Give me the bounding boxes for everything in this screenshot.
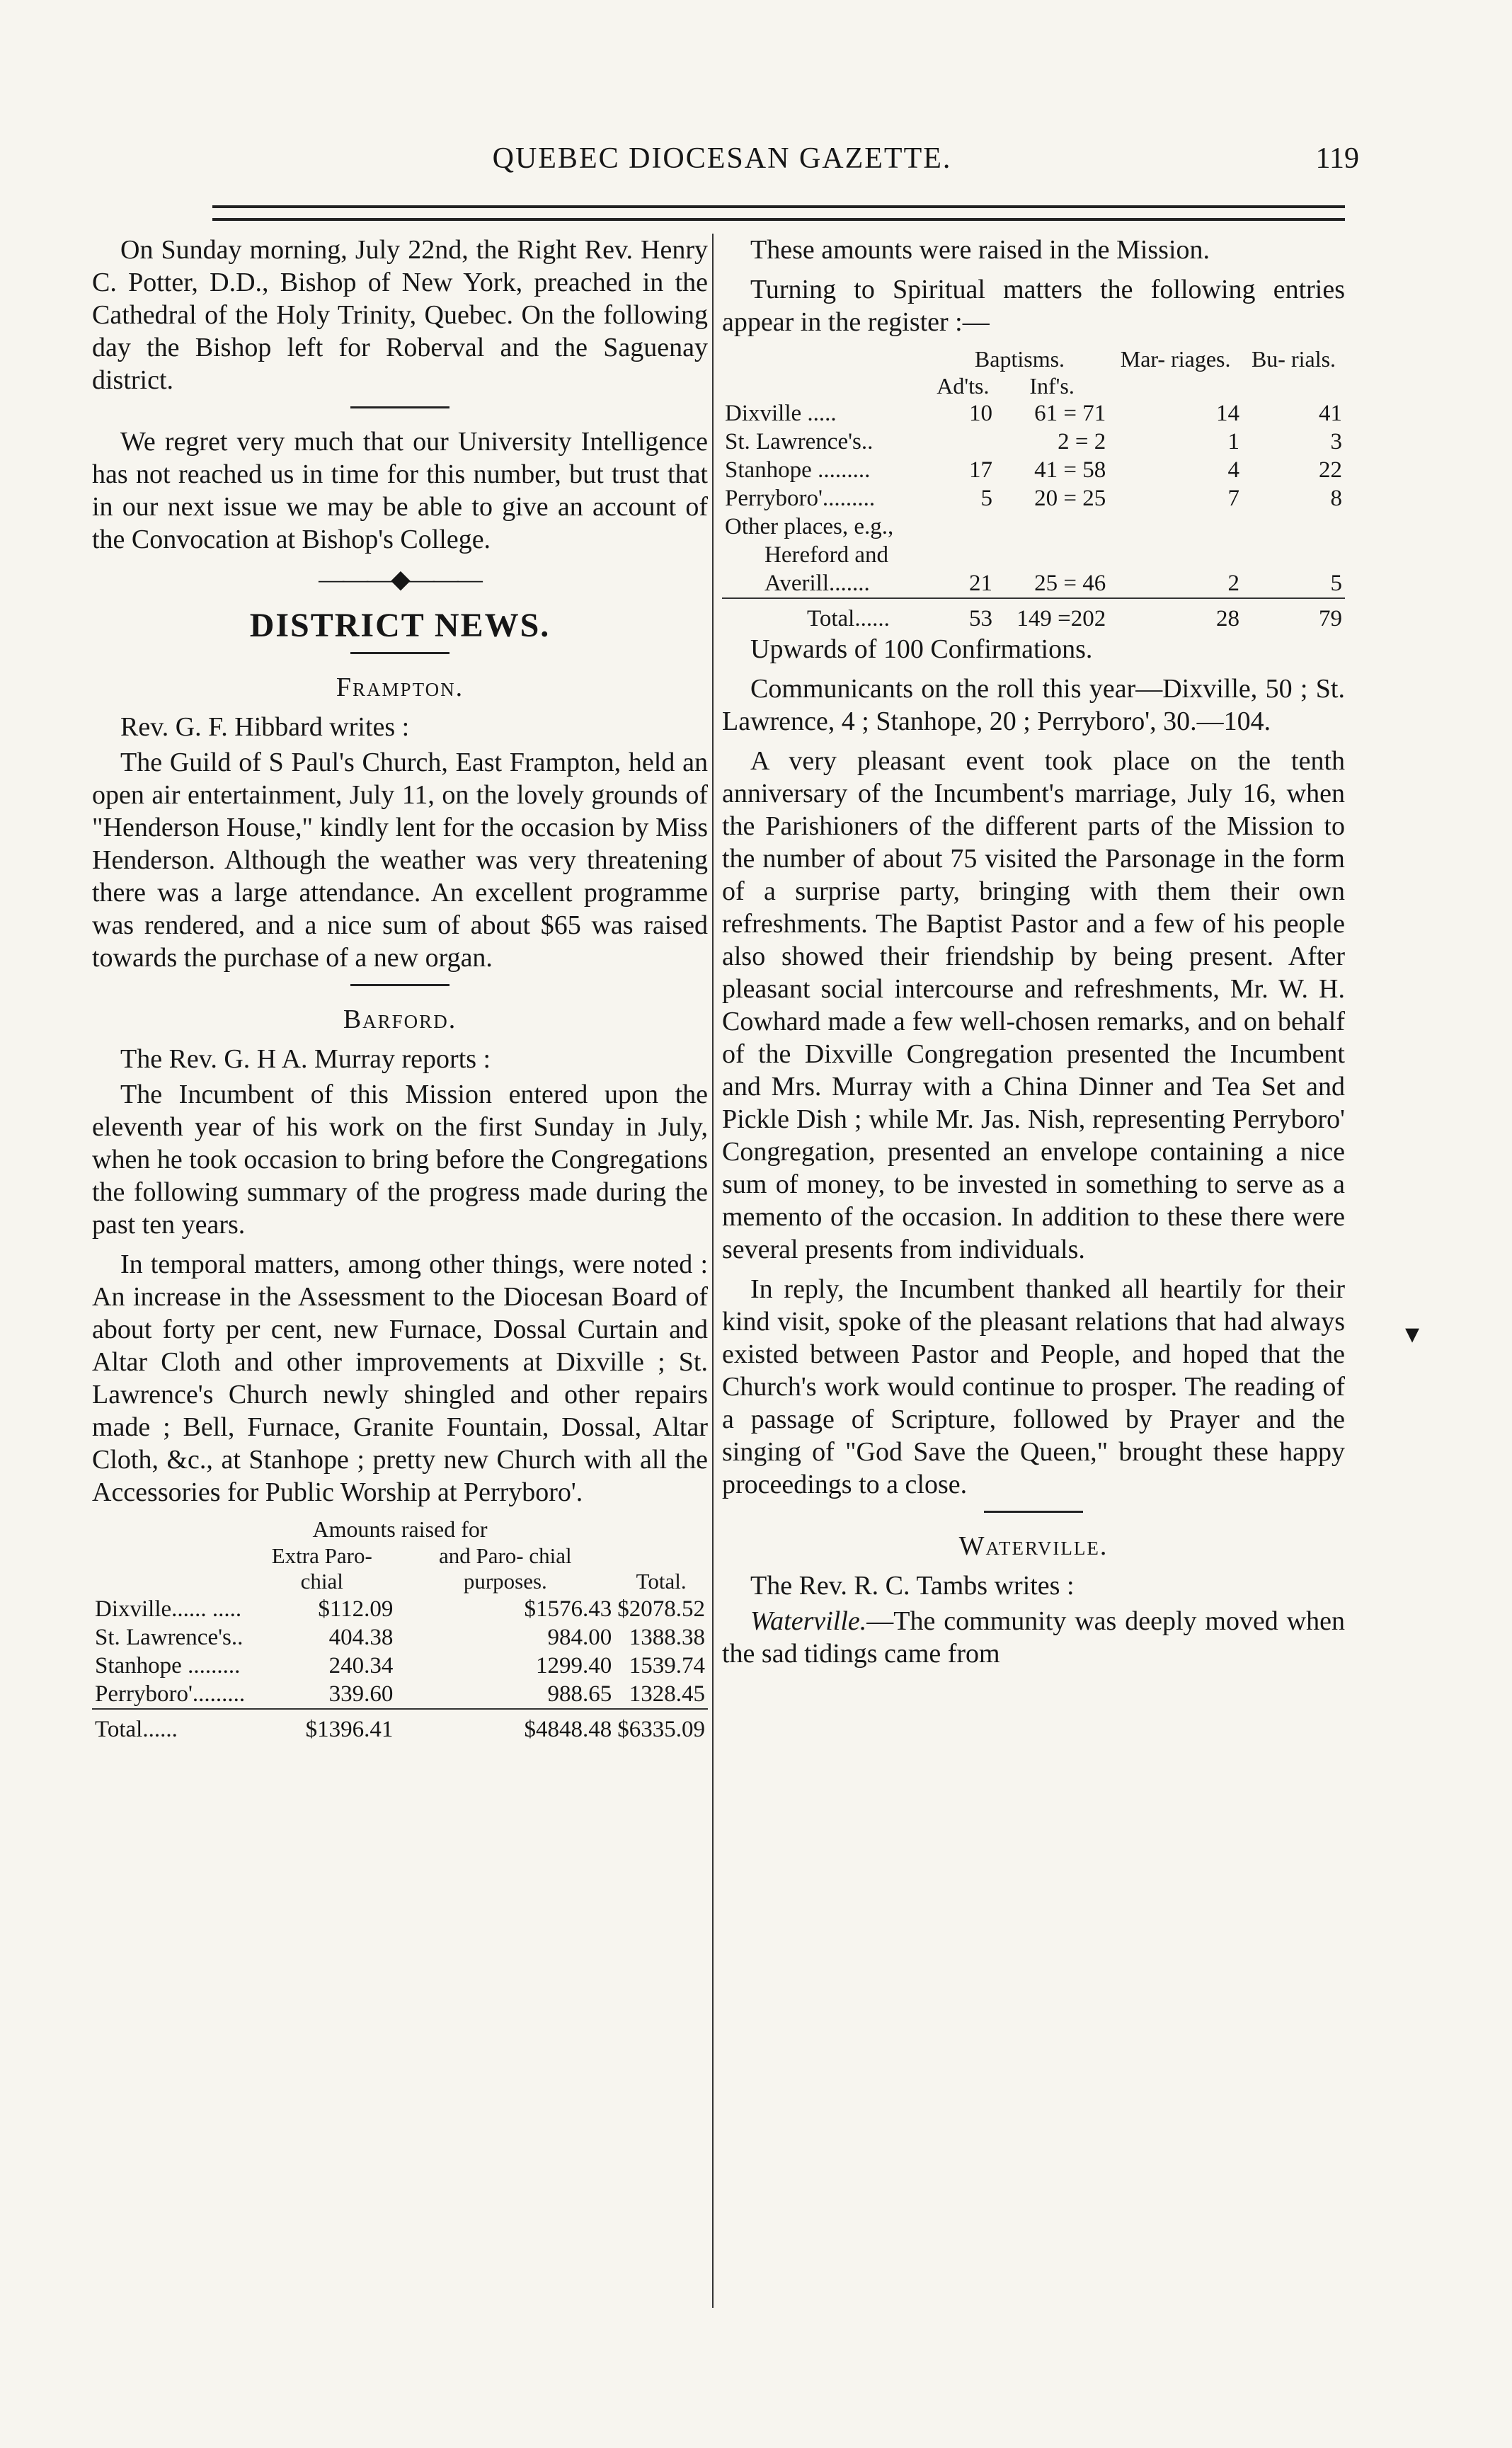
- amounts-note: These amounts were raised in the Mission.: [750, 235, 1210, 265]
- waterville-heading: Waterville.: [958, 1531, 1109, 1561]
- register-col-baptisms: Baptisms.: [974, 346, 1065, 372]
- short-rule: [350, 984, 449, 986]
- table-row: Perryboro'......... 5 20 = 25 7 8: [725, 486, 1342, 511]
- amounts-col-total: Total.: [636, 1569, 687, 1594]
- ornament-divider: ———◆———: [319, 565, 481, 593]
- register-col-infants: Inf's.: [1029, 373, 1075, 399]
- barford-paragraph-2: In temporal matters, among other things, were noted : An increase in the Assessment to the Diocesan Board of about forty per cent, new Furnace, Dossal Curtain and Altar Cloth and other improvements at Dixville ; St. Lawrence's Church newly shingled and other repairs made ; Bell, Furnace, Granite Fountain, Dossal, Altar Cloth, &c., at Stanhope ; pretty new Church with all the Accessories for Public Worship at Perryboro'.: [92, 1249, 708, 1507]
- header-double-rule: [212, 205, 1345, 221]
- table-row: Hereford and: [764, 542, 888, 568]
- table-row: Stanhope ......... 240.34 1299.40 1539.74: [95, 1653, 705, 1678]
- amounts-col-paro: and Paro- chial purposes.: [438, 1543, 572, 1594]
- waterville-byline: The Rev. R. C. Tambs writes :: [750, 1571, 1075, 1601]
- register-col-burials: Bu- rials.: [1251, 346, 1336, 372]
- amounts-heading: Amounts raised for: [312, 1516, 488, 1542]
- register-col-marriages: Mar- riages.: [1120, 346, 1231, 372]
- potter-paragraph: On Sunday morning, July 22nd, the Right Rev. Henry C. Potter, D.D., Bishop of New York, preached in the Cathedral of the Holy Trinity, Quebec. On the following day the Bishop left for Roberval and the Saguenay district.: [92, 235, 708, 395]
- barford-byline: The Rev. G. H A. Murray reports :: [120, 1044, 491, 1074]
- short-rule: [350, 652, 449, 654]
- frampton-body: The Guild of S Paul's Church, East Frampton, held an open air entertainment, July 11, on the lovely grounds of "Henderson House," kindly lent for the occasion by Miss Henderson. Although the weather was very threatening there was a large attendance. An excellent programme was rendered, and a nice sum of about $65 was raised towards the purchase of a new organ.: [92, 748, 708, 973]
- communicants-paragraph: Communicants on the roll this year—Dixville, 50 ; St. Lawrence, 4 ; Stanhope, 20 ; Perryboro', 30.—104.: [722, 674, 1345, 736]
- right-column: [722, 234, 1345, 1677]
- short-rule: [984, 1511, 1083, 1513]
- amounts-table: [92, 1543, 708, 1744]
- margin-mark: ▾: [1405, 1317, 1420, 1349]
- register-col-adults: Ad'ts.: [937, 373, 990, 399]
- table-row: St. Lawrence's.. 404.38 984.00 1388.38: [95, 1625, 705, 1650]
- column-divider: [712, 234, 714, 2308]
- spiritual-intro: Turning to Spiritual matters the following entries appear in the register :—: [722, 275, 1345, 337]
- table-row: Dixville...... ..... $112.09 $1576.43 $2078.52: [95, 1596, 705, 1622]
- amounts-col-extra: Extra Paro- chial: [271, 1543, 372, 1594]
- frampton-byline: Rev. G. F. Hibbard writes :: [120, 712, 410, 742]
- short-rule: [350, 406, 449, 408]
- table-row: Perryboro'......... 339.60 988.65 1328.45: [95, 1681, 705, 1707]
- table-row: Stanhope ......... 17 41 = 58 4 22: [725, 457, 1342, 483]
- running-header: [85, 142, 1359, 191]
- university-paragraph: We regret very much that our University Intelligence has not reached us in time for this number, but trust that in our next issue we may be able to give an account of the Convocation at Bishop's College.: [92, 427, 708, 554]
- page-title: QUEBEC DIOCESAN GAZETTE.: [492, 142, 952, 175]
- reply-paragraph: In reply, the Incumbent thanked all heartily for their kind visit, spoke of the pleasant relations that had always existed between Pastor and People, and hoped that the Church's work would continue to prosper. The reading of a passage of Scripture, followed by Prayer and the singing of "God Save the Queen," brought these happy proceedings to a close.: [722, 1274, 1345, 1499]
- left-column: [92, 234, 708, 1744]
- register-table: [722, 345, 1345, 633]
- anniversary-paragraph: A very pleasant event took place on the tenth anniversary of the Incumbent's marriage, July 16, when the Parishioners of the different parts of the Mission to the number of about 75 visited the Parsonage in the form of a surprise party, bringing with them their own refreshments. The Baptist Pastor and a few of his people also showed their friendship by being present. After pleasant social intercourse and refreshments, Mr. W. H. Cowhard made a few well-chosen remarks, and on behalf of the Dixville Congregation presented the Incumbent and Mrs. Murray with a China Dinner and Tea Set and Pickle Dish ; while Mr. Jas. Nish, representing Perryboro' Congregation, presented an envelope containing a nice sum of money, to be invested in something to serve as a memento of the occasion. In addition to these there were several presents from individuals.: [722, 746, 1345, 1264]
- waterville-text: —The community was deeply moved when the sad tidings came from: [722, 1606, 1345, 1669]
- district-news-heading: DISTRICT NEWS.: [249, 607, 551, 644]
- table-total-row: Total...... $1396.41 $4848.48 $6335.09: [92, 1709, 708, 1744]
- table-row: Other places, e.g.,: [725, 514, 894, 539]
- table-row: Dixville ..... 10 61 = 71 14 41: [725, 401, 1342, 426]
- barford-heading: Barford.: [343, 1005, 457, 1034]
- frampton-heading: Frampton.: [336, 673, 464, 702]
- confirmations-line: Upwards of 100 Confirmations.: [750, 634, 1093, 664]
- table-total-row: Total...... 53 149 =202 28 79: [722, 598, 1345, 633]
- waterville-body: [722, 1605, 1345, 1670]
- waterville-lead: Waterville.: [750, 1606, 867, 1636]
- page-number: 119: [1315, 142, 1359, 175]
- table-row: Averill....... 21 25 = 46 2 5: [764, 571, 1342, 596]
- barford-paragraph-1: The Incumbent of this Mission entered upon the eleventh year of his work on the first Sunday in July, when he took occasion to bring before the Congregations the following summary of the progress made during the past ten years.: [92, 1080, 708, 1240]
- table-row: St. Lawrence's.. 2 = 2 1 3: [725, 429, 1342, 454]
